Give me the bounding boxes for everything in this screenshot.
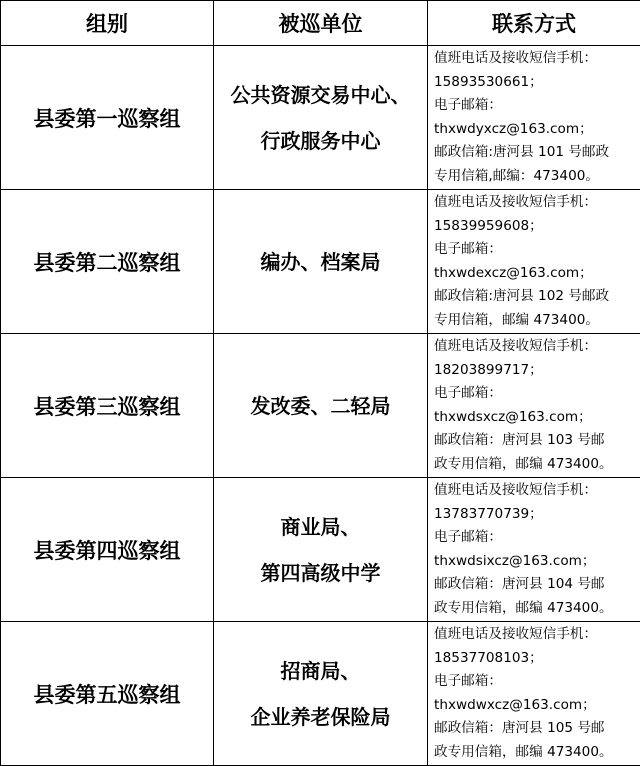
contact-line: 邮政信箱:唐河县 102 号邮政 — [434, 285, 636, 309]
contact-line: 专用信箱,邮编：473400。 — [434, 165, 636, 189]
phone-number: 15893530661； — [434, 71, 636, 95]
contact-line: 值班电话及接收短信手机： — [434, 623, 636, 647]
email-address: thxwdyxcz@163.com； — [434, 118, 636, 142]
contact-line: 值班电话及接收短信手机： — [434, 191, 636, 215]
header-row — [1, 1, 640, 46]
contact-cell — [428, 622, 640, 766]
email-address: thxwdsxcz@163.com； — [434, 406, 636, 430]
phone-number: 18203899717； — [434, 359, 636, 383]
table-row — [1, 190, 640, 334]
email-address: thxwdexcz@163.com； — [434, 262, 636, 286]
contact-line: 电子邮箱： — [434, 526, 636, 550]
table-row — [1, 478, 640, 622]
contact-line: 电子邮箱： — [434, 670, 636, 694]
unit-line: 行政服务中心 — [214, 118, 427, 164]
group-cell: 县委第一巡察组 — [1, 46, 214, 190]
table-row — [1, 46, 640, 190]
contact-cell — [428, 46, 640, 190]
contact-line: 电子邮箱： — [434, 94, 636, 118]
unit-line: 商业局、 — [214, 504, 427, 550]
contact-line: 电子邮箱： — [434, 238, 636, 262]
contact-line: 专用信箱，邮编 473400。 — [434, 309, 636, 333]
unit-line: 企业养老保险局 — [214, 694, 427, 740]
unit-cell — [214, 622, 428, 766]
table-row — [1, 334, 640, 478]
contact-line: 值班电话及接收短信手机： — [434, 479, 636, 503]
unit-line: 发改委、二轻局 — [214, 383, 427, 429]
contact-cell — [428, 190, 640, 334]
phone-number: 18537708103； — [434, 647, 636, 671]
email-address: thxwdsixcz@163.com； — [434, 550, 636, 574]
contact-line: 邮政信箱：唐河县 103 号邮 — [434, 429, 636, 453]
contact-cell — [428, 334, 640, 478]
group-cell: 县委第四巡察组 — [1, 478, 214, 622]
phone-number: 13783770739； — [434, 503, 636, 527]
header-unit: 被巡单位 — [214, 1, 428, 46]
unit-line: 招商局、 — [214, 648, 427, 694]
phone-number: 15839959608； — [434, 215, 636, 239]
group-cell: 县委第二巡察组 — [1, 190, 214, 334]
header-group: 组别 — [1, 1, 214, 46]
contact-line: 邮政信箱:唐河县 101 号邮政 — [434, 141, 636, 165]
unit-cell — [214, 190, 428, 334]
email-address: thxwdwxcz@163.com； — [434, 694, 636, 718]
unit-line: 第四高级中学 — [214, 550, 427, 596]
unit-cell — [214, 46, 428, 190]
contact-line: 邮政信箱：唐河县 105 号邮 — [434, 717, 636, 741]
contact-line: 邮政信箱：唐河县 104 号邮 — [434, 573, 636, 597]
header-contact: 联系方式 — [428, 1, 640, 46]
unit-cell — [214, 478, 428, 622]
group-cell: 县委第五巡察组 — [1, 622, 214, 766]
group-cell: 县委第三巡察组 — [1, 334, 214, 478]
contact-line: 值班电话及接收短信手机： — [434, 335, 636, 359]
table-row — [1, 622, 640, 766]
contact-line: 政专用信箱，邮编 473400。 — [434, 597, 636, 621]
contact-line: 电子邮箱： — [434, 382, 636, 406]
contact-line: 政专用信箱，邮编 473400。 — [434, 453, 636, 477]
unit-line: 编办、档案局 — [214, 239, 427, 285]
unit-line: 公共资源交易中心、 — [214, 72, 427, 118]
contact-line: 政专用信箱，邮编 473400。 — [434, 741, 636, 765]
contact-cell — [428, 478, 640, 622]
unit-cell — [214, 334, 428, 478]
contact-line: 值班电话及接收短信手机： — [434, 47, 636, 71]
